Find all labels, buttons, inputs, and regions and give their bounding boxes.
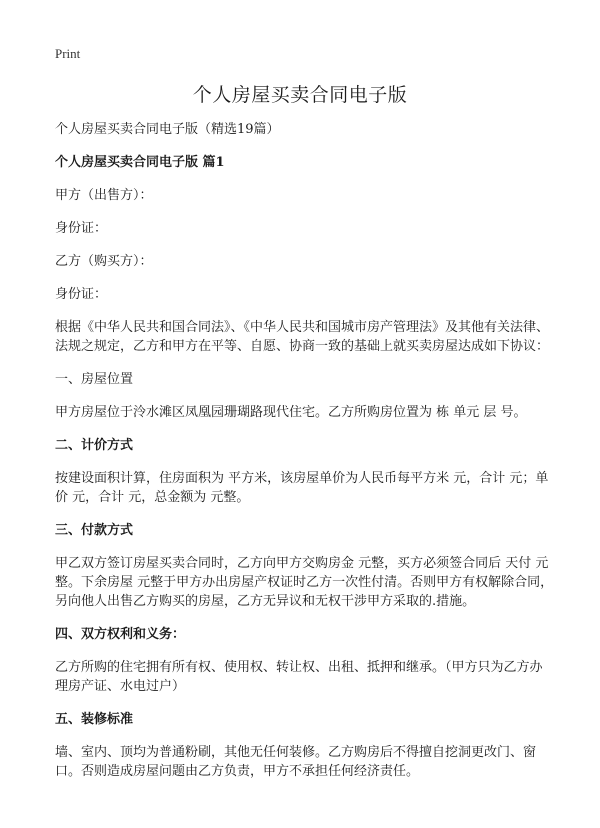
preamble-paragraph: 根据《中华人民共和国合同法》、《中华人民共和国城市房产管理法》及其他有关法律、法规之规定，乙方和甲方在平等、自愿、协商一致的基础上就买卖房屋达成如下协议： bbox=[55, 320, 550, 354]
section-heading: 四、双方权利和义务： bbox=[55, 627, 186, 642]
section-body: 墙、室内、顶均为普通粉刷，其他无任何装修。乙方购房后不得擅自挖洞更改门、窗口。否则造成房屋问题由乙方负责，甲方不承担任何经济责任。 bbox=[55, 745, 537, 779]
party-a-id-line: 身份证： bbox=[55, 221, 108, 236]
party-a-line: 甲方（出售方）： bbox=[55, 188, 153, 203]
section-body: 甲乙双方签订房屋买卖合同时，乙方向甲方交购房金 元整，买方必须签合同后 天付 元整。下余房屋 元整于甲方办出房屋产权证时乙方一次性付清。否则甲方有权解除合同，另向他人出售乙方购买的房屋，乙方无异议和无权干涉甲方采取的.措施。 bbox=[55, 556, 554, 609]
document-title: 个人房屋买卖合同电子版 bbox=[192, 84, 408, 106]
party-b-line: 乙方（购买方）： bbox=[55, 254, 153, 269]
print-label: Print bbox=[55, 46, 81, 61]
section-body: 乙方所购的住宅拥有所有权、使用权、转让权、出租、抵押和继承。（甲方只为乙方办理房产证、水电过户） bbox=[55, 660, 543, 694]
section-heading: 一、房屋位置 bbox=[55, 372, 134, 387]
article-heading: 个人房屋买卖合同电子版 篇1 bbox=[55, 155, 225, 170]
party-b-id-line: 身份证： bbox=[55, 287, 108, 302]
section-heading: 三、付款方式 bbox=[55, 523, 134, 538]
section-body: 按建设面积计算，住房面积为 平方米，该房屋单价为人民币每平方米 元，合计 元；单价 元，合计 元，总金额为 元整。 bbox=[55, 471, 549, 505]
document-subtitle: 个人房屋买卖合同电子版（精选19篇） bbox=[55, 122, 280, 137]
section-body: 甲方房屋位于泠水滩区凤凰园珊瑚路现代住宅。乙方所购房位置为 栋 单元 层 号。 bbox=[55, 405, 527, 420]
section-heading: 五、装修标准 bbox=[55, 712, 134, 727]
document-body bbox=[55, 120, 555, 781]
section-heading: 二、计价方式 bbox=[55, 438, 134, 453]
